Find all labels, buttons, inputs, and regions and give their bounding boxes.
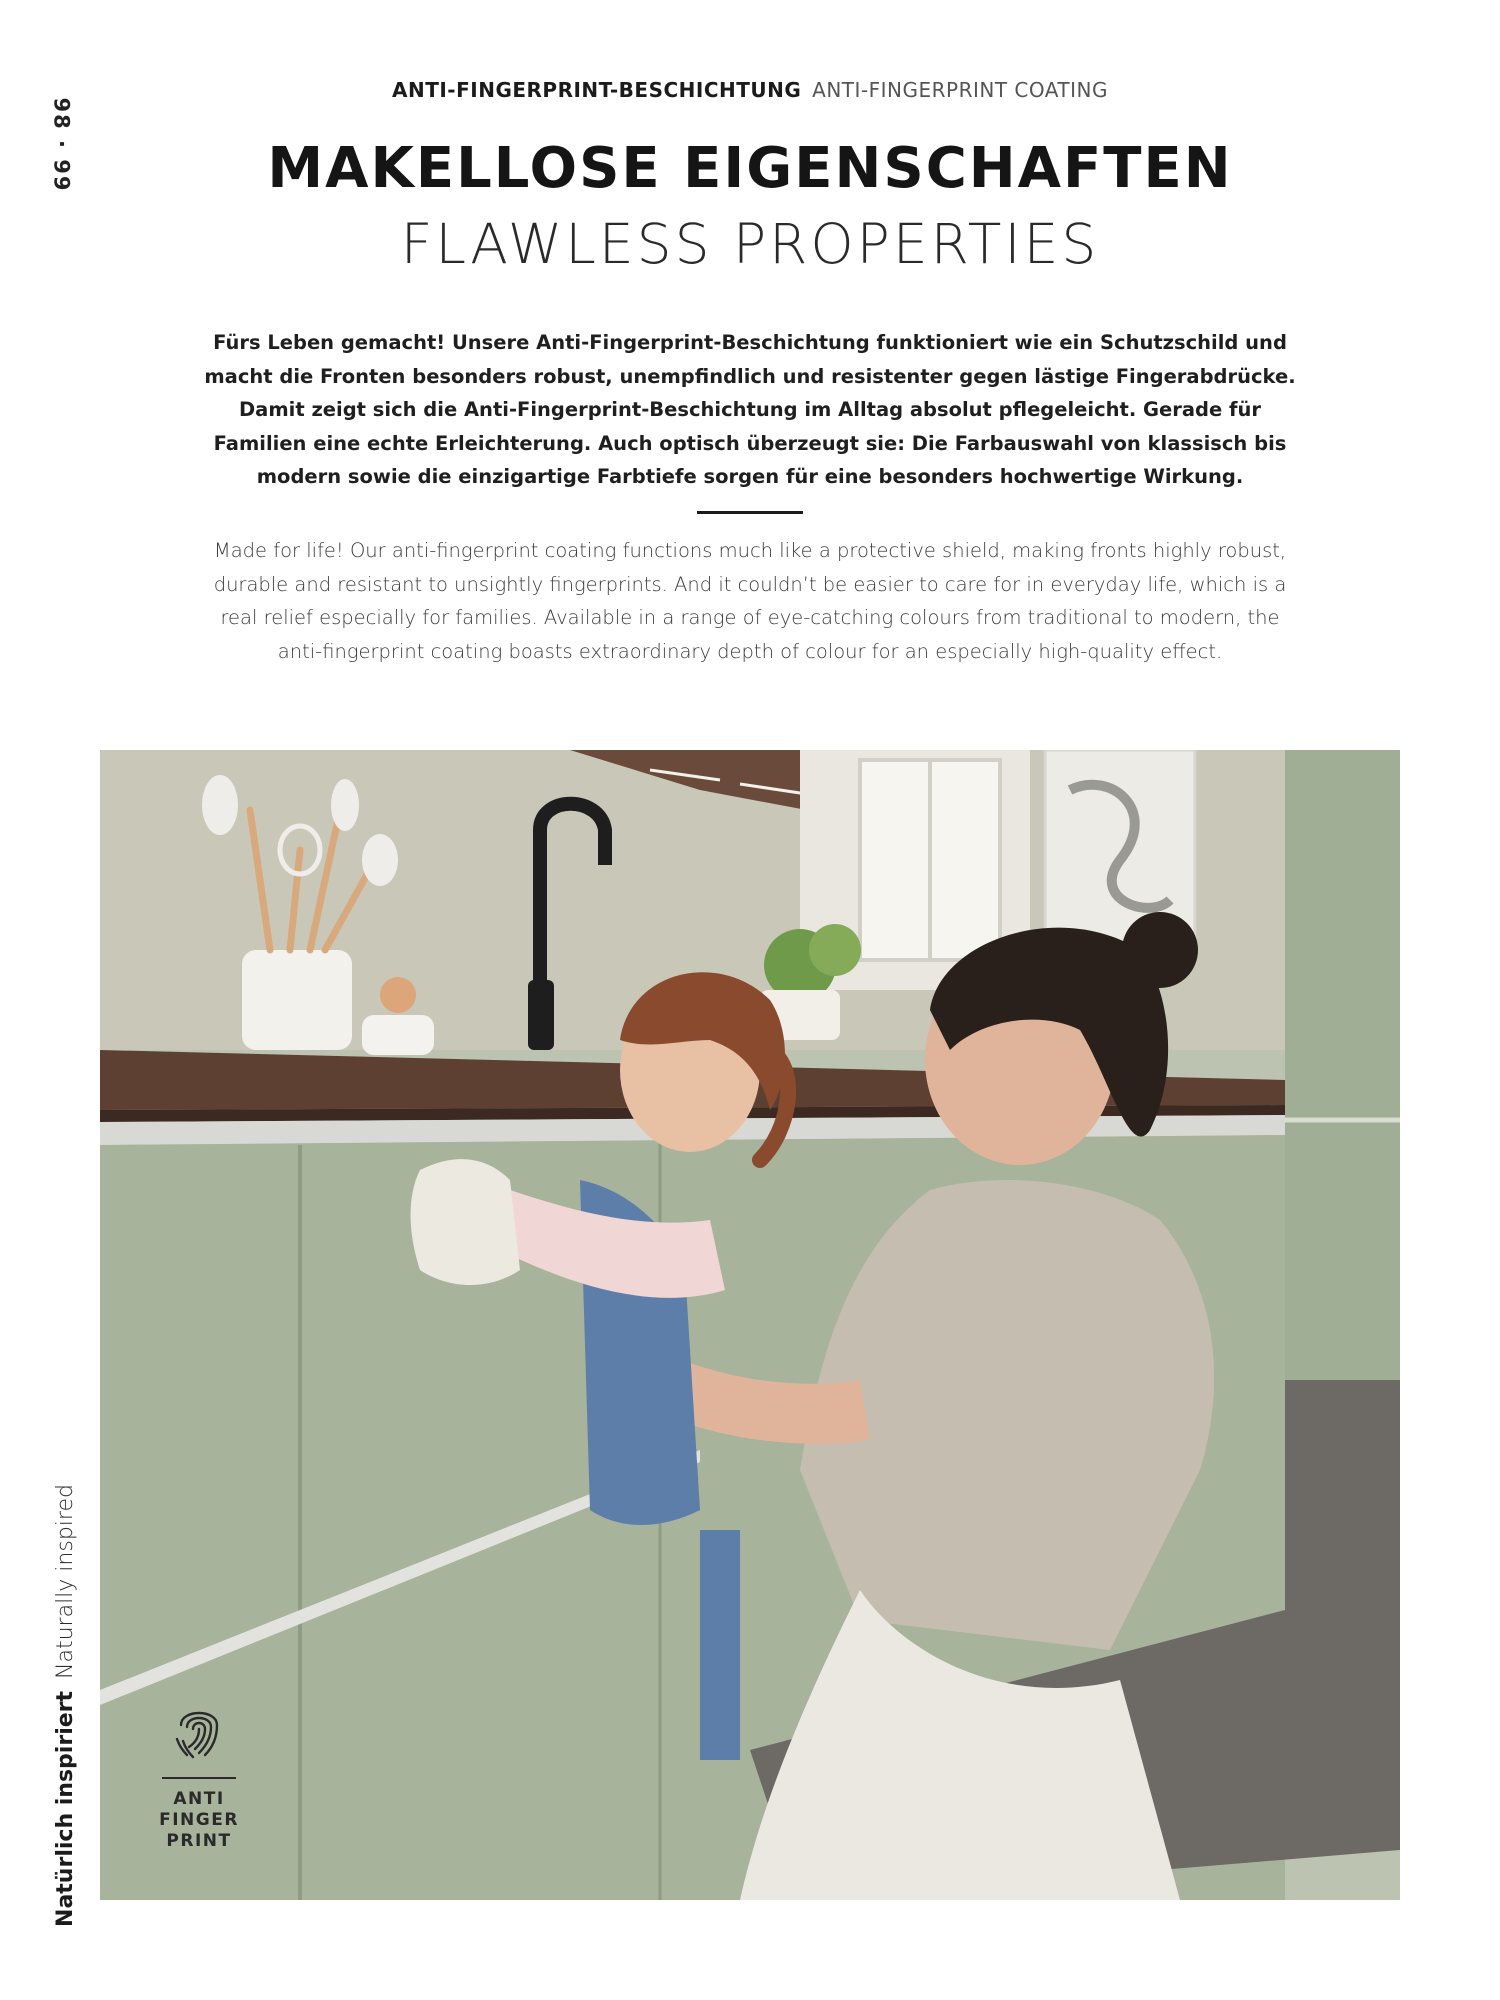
kitchen-photo	[100, 750, 1400, 1900]
fingerprint-icon	[171, 1695, 227, 1765]
body-text-de: Fürs Leben gemacht! Unsere Anti-Fingerprint-Beschichtung funktioniert wie ein Schutzschild und macht die Fronten besonders robust, unempfindlich und resistenter gegen lästige Fingerabdrücke. Damit zeigt sich die Anti-Fingerprint-Beschichtung im Alltag absolut pflegeleicht. Gerade für Familien eine echte Erleichterung. Auch optisch überzeugt sie: Die Farbauswahl von klassisch bis modern sowie die einzigartige Farbtiefe sorgen für eine besonders hochwertige Wirkung.	[204, 331, 1296, 488]
badge-line: ANTI	[173, 1789, 225, 1809]
badge-rule	[162, 1777, 236, 1779]
page-number: 98 · 99	[50, 97, 75, 193]
body-text-en: Made for life! Our anti-fingerprint coating functions much like a protective shield, making fronts highly robust, durable and resistant to unsightly fingerprints. And it couldn’t be easier to care for in everyday life, which is a real relief especially for families. Available in a range of eye-catching colours from traditional to modern, the anti-fingerprint coating boasts extraordinary depth of colour for an especially high-quality effect.	[213, 539, 1287, 663]
badge-line: PRINT	[166, 1831, 232, 1851]
tagline-de: Natürlich inspiriert	[52, 1690, 78, 1927]
page-title-de: MAKELLOSE EIGENSCHAFTEN	[267, 136, 1233, 201]
kicker-en: ANTI-FINGERPRINT COATING	[812, 78, 1108, 102]
kicker-de: ANTI-FINGERPRINT-BESCHICHTUNG	[392, 78, 802, 102]
badge-text	[159, 1789, 239, 1852]
badge-line: FINGER	[159, 1810, 239, 1830]
anti-fingerprint-badge	[159, 1695, 239, 1855]
side-tagline	[48, 1480, 82, 1930]
tagline-en: Naturally inspired	[52, 1483, 78, 1679]
divider	[697, 511, 803, 514]
page-title-en: FLAWLESS PROPERTIES	[400, 212, 1100, 276]
section-kicker	[0, 78, 1500, 102]
